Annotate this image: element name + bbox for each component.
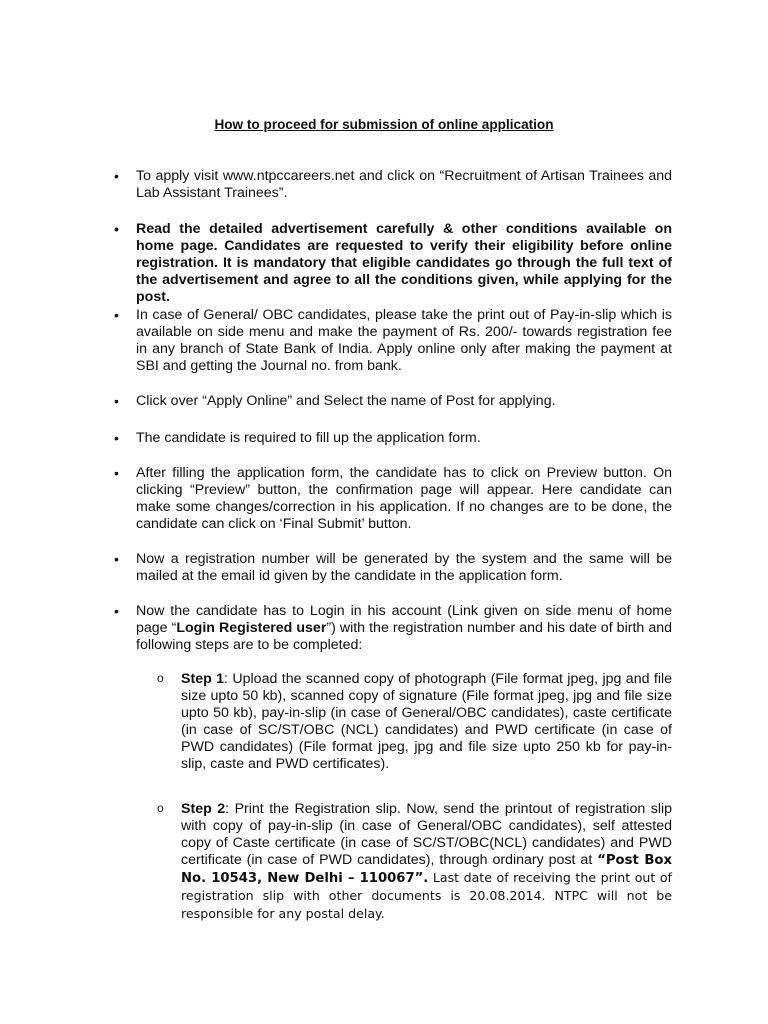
bullet-marker: • — [114, 307, 119, 323]
item-text-pre: Now the candidate has to Login in his account (Link given on side menu of home page “ — [136, 603, 672, 636]
login-registered-user-text: Login Registered user — [176, 620, 327, 636]
item-text: In case of General/ OBC candidates, please take the print out of Pay-in-slip which is available on side menu and make the payment of Rs. 200/- towards registration fee in any branch of State Bank of India. Apply online only after making the payment at SBI and getting the Journal no. from bank. — [136, 307, 672, 374]
item-text: Now a registration number will be generated by the system and the same will be mailed at the email id given by the candidate in the application form. — [136, 551, 672, 584]
bullet-marker: • — [114, 393, 119, 409]
item-text: After filling the application form, the candidate has to click on Preview button. On clicking “Preview” button, the confirmation page will appear. Here candidate can make some changes/correction in his application. If no changes are to be done, the candidate can click on ‘Final Submit’ button. — [136, 465, 672, 532]
page-title: How to proceed for submission of online application — [214, 117, 554, 132]
step-text: : Upload the scanned copy of photograph (File format jpeg, jpg and file size upto 50 kb), scanned copy of signature (File format jpeg, jpg and file size upto 50 kb), pay-in-slip (in case of General/OBC candidates), caste certificate (in case of SC/ST/OBC (NCL) candidates) and PWD certificate (in case of PWD candidates) (File format jpeg, jpg and file size upto 250 kb for pay-in-slip, caste and PWD certificates). — [181, 671, 673, 772]
bullet-marker: • — [114, 221, 119, 237]
item-text: The candidate is required to fill up the application form. — [136, 430, 481, 446]
item-text-post: ”) with the registration number and his date of birth and following steps are to be completed: — [136, 620, 672, 653]
bullet-marker: • — [114, 168, 119, 184]
postal-address: “Post Box No. 10543, New Delhi – 110067”. — [181, 853, 672, 886]
deadline-note: Last date of receiving the print out of registration slip with other documents is 20.08.2014. NTPC will not be responsible for any postal delay. — [181, 870, 672, 921]
step-item — [157, 801, 673, 923]
step-item — [157, 671, 673, 773]
list-item — [114, 430, 672, 447]
list-item — [114, 551, 672, 585]
item-text: To apply visit www.ntpccareers.net and click on “Recruitment of Artisan Trainees and Lab Assistant Trainees”. — [136, 168, 672, 201]
bullet-marker: • — [114, 465, 119, 481]
bullet-marker: • — [114, 603, 119, 619]
list-item — [114, 603, 672, 654]
item-text: Read the detailed advertisement carefully & other conditions available on home page. Candidates are requested to verify their eligibility before online registration. It is mandatory that eligible candidates go through the full text of the advertisement and agree to all the conditions given, while applying for the post. — [136, 221, 672, 305]
item-text: Click over “Apply Online” and Select the name of Post for applying. — [136, 393, 556, 409]
sub-bullet-marker: o — [157, 801, 164, 815]
list-item — [114, 393, 672, 410]
bullet-marker: • — [114, 551, 119, 567]
list-item — [114, 465, 672, 533]
step-label: Step 2 — [181, 801, 226, 817]
step-label: Step 1 — [181, 671, 225, 687]
step-text: : Print the Registration slip. Now, send the printout of registration slip with copy of pay-in-slip (in case of General/OBC candidates), self attested copy of Caste certificate (in case of SC/ST/OBC(NCL) candidates) and PWD certificate (in case of PWD candidates), through ordinary post at — [181, 801, 673, 868]
sub-bullet-marker: o — [157, 671, 164, 685]
bullet-marker: • — [114, 430, 119, 446]
list-item — [114, 168, 672, 202]
list-item — [114, 307, 672, 375]
list-item — [114, 221, 672, 306]
